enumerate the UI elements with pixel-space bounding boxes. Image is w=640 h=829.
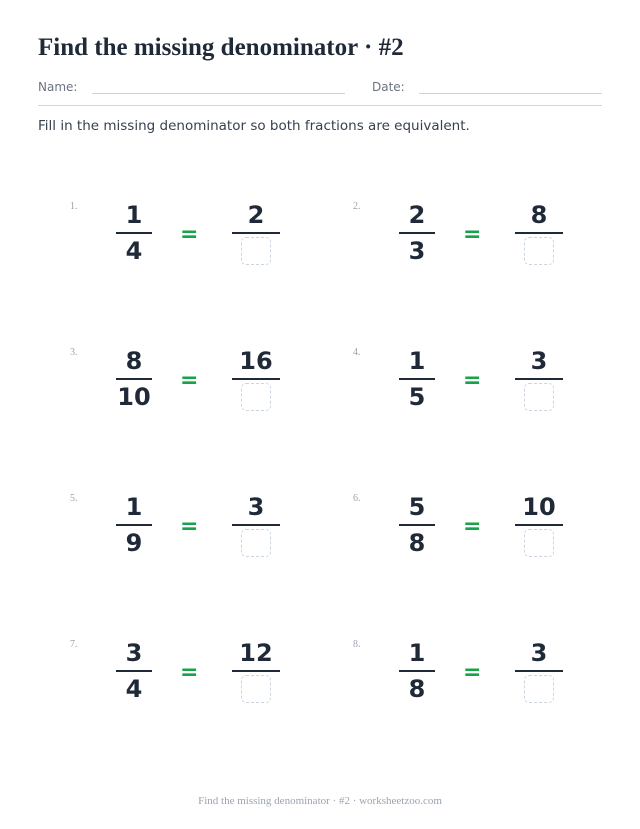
- header-divider: [38, 105, 602, 106]
- name-field-line[interactable]: [92, 93, 345, 94]
- equivalent-fraction: [509, 638, 569, 703]
- fraction-bar: [116, 670, 152, 672]
- given-numerator: 1: [408, 639, 426, 667]
- given-numerator: 1: [125, 201, 143, 229]
- fraction-bar: [399, 232, 435, 234]
- given-numerator: 8: [125, 347, 143, 375]
- equivalent-numerator: 3: [530, 347, 548, 375]
- date-label: Date:: [372, 80, 405, 94]
- given-denominator: 9: [125, 529, 143, 557]
- equals-sign: =: [463, 514, 482, 539]
- fraction-bar: [515, 524, 563, 526]
- fraction-bar: [232, 232, 280, 234]
- given-numerator: 2: [408, 201, 426, 229]
- missing-denominator-input[interactable]: [241, 237, 271, 265]
- equivalent-fraction: [226, 638, 286, 703]
- fraction-bar: [399, 378, 435, 380]
- given-denominator: 8: [408, 529, 426, 557]
- given-fraction: [108, 492, 160, 558]
- equals-sign: =: [180, 368, 199, 393]
- equivalent-numerator: 12: [239, 639, 273, 667]
- equivalent-fraction: [509, 492, 569, 557]
- fraction-bar: [116, 524, 152, 526]
- equals-sign: =: [180, 660, 199, 685]
- fraction-bar: [515, 232, 563, 234]
- fraction-bar: [232, 670, 280, 672]
- problem-1: [70, 200, 330, 290]
- equivalent-numerator: 3: [530, 639, 548, 667]
- given-numerator: 1: [408, 347, 426, 375]
- problem-number: 7.: [70, 639, 78, 650]
- date-field-line[interactable]: [419, 93, 602, 94]
- equivalent-numerator: 3: [247, 493, 265, 521]
- problem-7: [70, 638, 330, 728]
- instructions: Fill in the missing denominator so both fractions are equivalent.: [38, 118, 470, 134]
- equivalent-fraction: [226, 492, 286, 557]
- equivalent-fraction: [509, 200, 569, 265]
- given-numerator: 5: [408, 493, 426, 521]
- given-denominator: 10: [117, 383, 151, 411]
- given-fraction: [108, 638, 160, 704]
- given-fraction: [108, 346, 160, 412]
- missing-denominator-input[interactable]: [241, 383, 271, 411]
- given-denominator: 3: [408, 237, 426, 265]
- problem-number: 5.: [70, 493, 78, 504]
- given-denominator: 8: [408, 675, 426, 703]
- equals-sign: =: [180, 222, 199, 247]
- fraction-bar: [515, 378, 563, 380]
- problem-number: 3.: [70, 347, 78, 358]
- equals-sign: =: [463, 368, 482, 393]
- equivalent-fraction: [509, 346, 569, 411]
- missing-denominator-input[interactable]: [524, 383, 554, 411]
- given-numerator: 3: [125, 639, 143, 667]
- equivalent-numerator: 16: [239, 347, 273, 375]
- given-fraction: [391, 346, 443, 412]
- missing-denominator-input[interactable]: [524, 675, 554, 703]
- problem-number: 6.: [353, 493, 361, 504]
- fraction-bar: [232, 524, 280, 526]
- given-fraction: [391, 200, 443, 266]
- equals-sign: =: [463, 660, 482, 685]
- missing-denominator-input[interactable]: [524, 529, 554, 557]
- worksheet-title: Find the missing denominator · #2: [38, 34, 404, 61]
- problem-3: [70, 346, 330, 436]
- problem-8: [353, 638, 613, 728]
- equals-sign: =: [180, 514, 199, 539]
- fraction-bar: [399, 524, 435, 526]
- problem-2: [353, 200, 613, 290]
- given-denominator: 4: [125, 237, 143, 265]
- equivalent-fraction: [226, 200, 286, 265]
- given-fraction: [391, 492, 443, 558]
- problem-number: 8.: [353, 639, 361, 650]
- fraction-bar: [116, 378, 152, 380]
- fraction-bar: [399, 670, 435, 672]
- given-fraction: [108, 200, 160, 266]
- problem-number: 2.: [353, 201, 361, 212]
- fraction-bar: [116, 232, 152, 234]
- problem-number: 4.: [353, 347, 361, 358]
- problem-6: [353, 492, 613, 582]
- name-label: Name:: [38, 80, 78, 94]
- equals-sign: =: [463, 222, 482, 247]
- page-footer: Find the missing denominator · #2 · worksheetzoo.com: [198, 795, 442, 807]
- problem-5: [70, 492, 330, 582]
- given-denominator: 5: [408, 383, 426, 411]
- missing-denominator-input[interactable]: [241, 529, 271, 557]
- equivalent-numerator: 2: [247, 201, 265, 229]
- given-numerator: 1: [125, 493, 143, 521]
- problem-4: [353, 346, 613, 436]
- equivalent-numerator: 10: [522, 493, 556, 521]
- equivalent-fraction: [226, 346, 286, 411]
- fraction-bar: [232, 378, 280, 380]
- missing-denominator-input[interactable]: [524, 237, 554, 265]
- fraction-bar: [515, 670, 563, 672]
- missing-denominator-input[interactable]: [241, 675, 271, 703]
- problem-number: 1.: [70, 201, 78, 212]
- equivalent-numerator: 8: [530, 201, 548, 229]
- given-denominator: 4: [125, 675, 143, 703]
- given-fraction: [391, 638, 443, 704]
